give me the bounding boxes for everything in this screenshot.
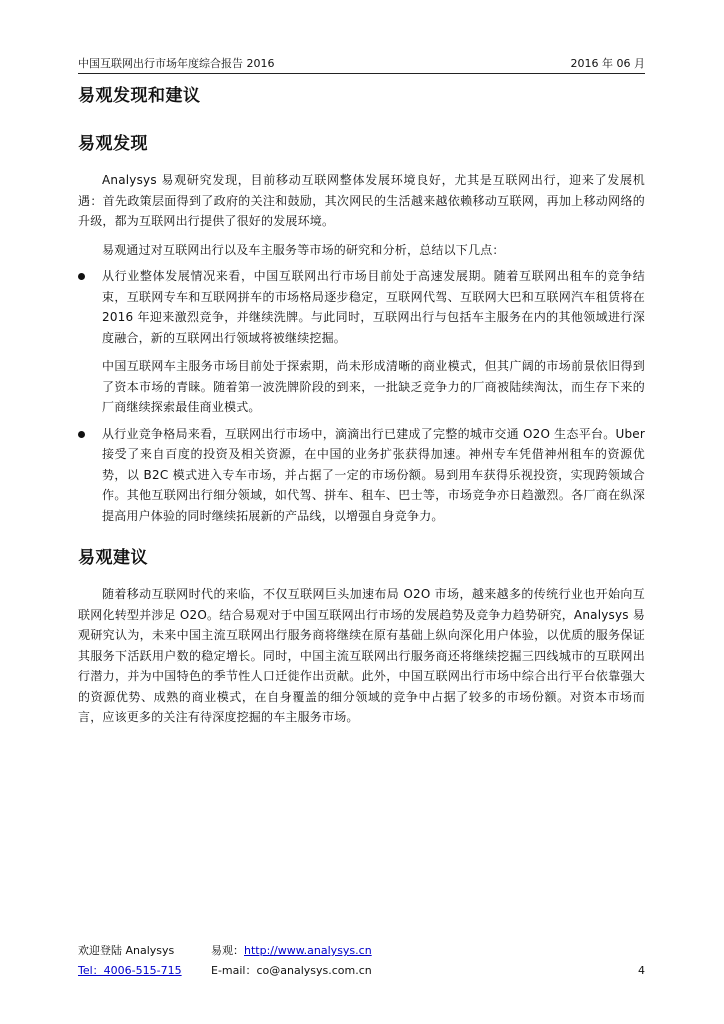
report-title: 中国互联网出行市场年度综合报告 2016	[78, 57, 275, 70]
bullet-icon	[78, 431, 85, 438]
page-footer	[78, 942, 645, 982]
list-item	[78, 424, 645, 527]
document-body	[78, 84, 645, 728]
findings-paragraph-2: 易观通过对互联网出行以及车主服务等市场的研究和分析，总结以下几点：	[102, 242, 505, 257]
footer-welcome: 欢迎登陆 Analysys	[78, 944, 175, 957]
footer-email: E-mail：co@analysys.com.cn	[211, 964, 372, 977]
bullet-text: 从行业整体发展情况来看，中国互联网出行市场目前处于高速发展期。随着互联网出租车的竞争结束，互联网专车和互联网拼车的市场格局逐步稳定，互联网代驾、互联网大巴和互联网汽车租赁将在 2016 年迎来激烈竞争，并继续洗牌。与此同时，互联网出行与包括车主服务在内的其他领域进行深度融合，新的互联网出行领域将被继续挖掘。	[102, 269, 645, 345]
footer-site-label: 易观：	[211, 944, 244, 957]
findings-title: 易观发现	[78, 134, 148, 154]
advice-paragraph: 随着移动互联网时代的来临，不仅互联网巨头加速布局 O2O 市场，越来越多的传统行业也开始向互联网化转型并涉足 O2O。结合易观对于中国互联网出行市场的发展趋势及竞争力趋势研究，Analysys 易观研究认为，未来中国主流互联网出行服务商将继续在原有基础上纵向深化用户体验，以优质的服务保证其服务下活跃用户数的稳定增长。同时，中国主流互联网出行服务商还将继续挖掘三四线城市的互联网出行潜力，并为中国特色的季节性人口迁徙作出贡献。此外，中国互联网出行市场中综合出行平台依靠强大的资源优势、成熟的商业模式，在自身覆盖的细分领域的竞争中占据了较多的市场份额。对资本市场而言，应该更多的关注有待深度挖掘的车主服务市场。	[78, 587, 645, 724]
footer-tel-link[interactable]: Tel：4006-515-715	[78, 964, 182, 977]
page-header	[78, 57, 645, 74]
report-date: 2016 年 06 月	[570, 57, 645, 70]
bullet-icon	[78, 273, 85, 280]
bullet-sub-paragraph: 中国互联网车主服务市场目前处于探索期，尚未形成清晰的商业模式，但其广阔的市场前景依旧得到了资本市场的青睐。随着第一波洗牌阶段的到来，一批缺乏竞争力的厂商被陆续淘汰，而生存下来的厂商继续探索最佳商业模式。	[102, 359, 645, 414]
advice-title: 易观建议	[78, 548, 148, 568]
findings-paragraph-1: Analysys 易观研究发现，目前移动互联网整体发展环境良好，尤其是互联网出行，迎来了发展机遇：首先政策层面得到了政府的关注和鼓励，其次网民的生活越来越依赖移动互联网，再加上移动网络的升级，都为互联网出行提供了很好的发展环境。	[78, 173, 645, 228]
findings-bullet-list	[78, 266, 645, 526]
list-item	[78, 266, 645, 418]
footer-site-link[interactable]: http://www.analysys.cn	[244, 944, 372, 957]
main-title: 易观发现和建议	[78, 86, 201, 106]
bullet-text: 从行业竞争格局来看，互联网出行市场中，滴滴出行已建成了完整的城市交通 O2O 生态平台。Uber 接受了来自百度的投资及相关资源，在中国的业务扩张获得加速。神州专车凭借神州租车的资源优势，以 B2C 模式进入专车市场，并占据了一定的市场份额。易到用车获得乐视投资，实现跨领域合作。其他互联网出行细分领域，如代驾、拼车、租车、巴士等，市场竞争亦日趋激烈。各厂商在纵深提高用户体验的同时继续拓展新的产品线，以增强自身竞争力。	[102, 426, 645, 523]
page-number: 4	[638, 964, 645, 977]
footer-site	[211, 942, 372, 960]
